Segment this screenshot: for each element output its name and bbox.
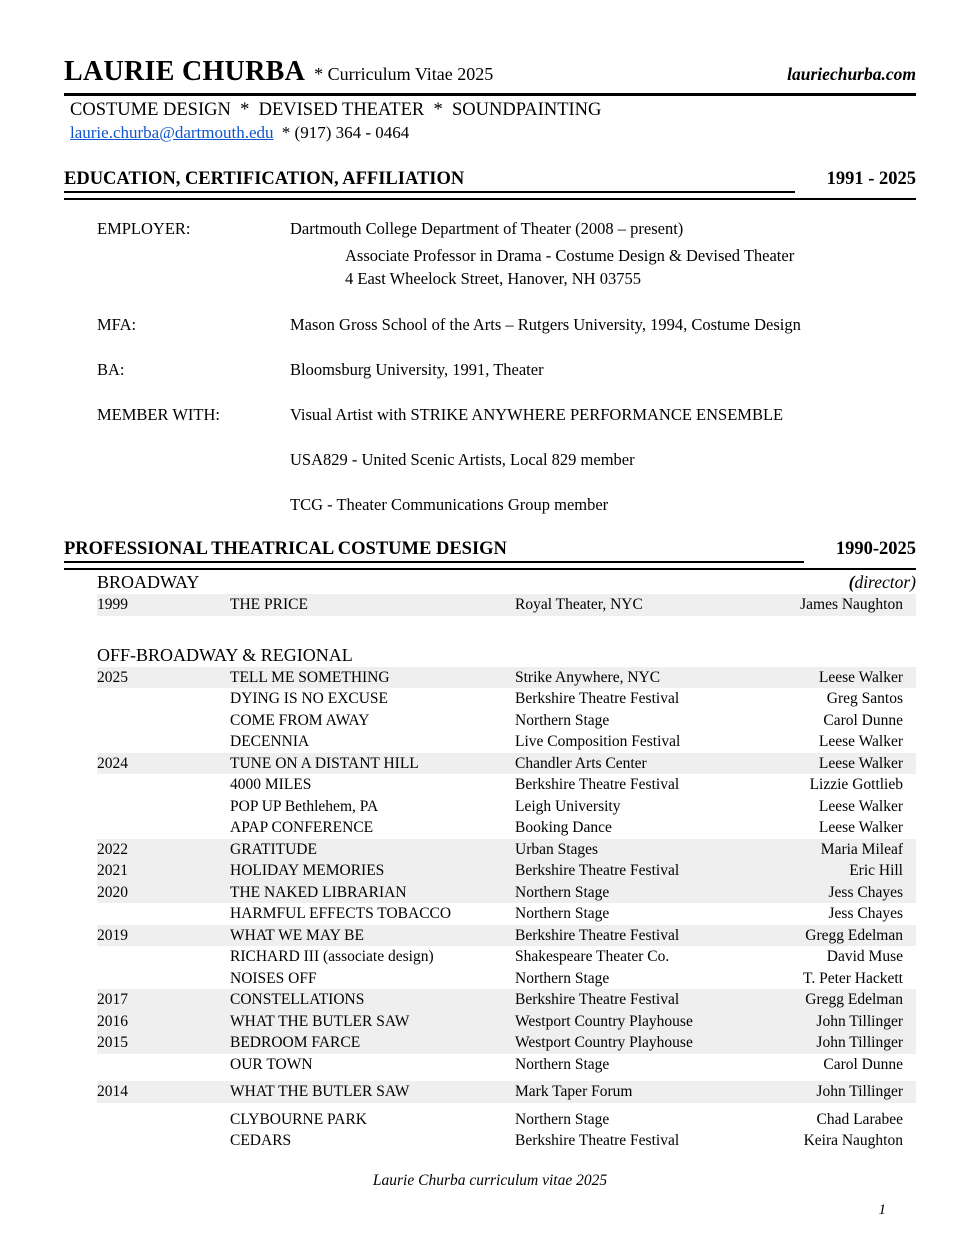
footer-text: Laurie Churba curriculum vitae 2025 bbox=[372, 1171, 608, 1189]
website-text: lauriechurba.com bbox=[787, 64, 916, 84]
table-row bbox=[97, 903, 916, 925]
education-entry bbox=[64, 218, 916, 240]
table-row bbox=[97, 1011, 916, 1033]
row-director: Lizzie Gottlieb bbox=[809, 776, 903, 793]
table-row bbox=[97, 731, 916, 753]
row-title: BEDROOM FARCE bbox=[230, 1034, 361, 1051]
subsection-heading-row bbox=[97, 644, 916, 667]
header-row bbox=[64, 56, 916, 96]
table-row bbox=[97, 710, 916, 732]
row-director: Carol Dunne bbox=[823, 711, 903, 729]
table-row bbox=[97, 968, 916, 990]
row-venue: Live Composition Festival bbox=[515, 733, 681, 750]
row-year: 2020 bbox=[97, 883, 128, 901]
row-year bbox=[97, 946, 230, 968]
education-entry-label: EMPLOYER: bbox=[97, 219, 191, 238]
education-entry-label: MEMBER WITH: bbox=[97, 405, 220, 424]
professional-heading: PROFESSIONAL THEATRICAL COSTUME DESIGN bbox=[64, 539, 804, 563]
row-venue: Berkshire Theatre Festival bbox=[515, 776, 680, 793]
row-year: 2022 bbox=[97, 840, 128, 858]
subsection-title: BROADWAY bbox=[97, 572, 200, 592]
education-years: 1991 - 2025 bbox=[826, 169, 916, 189]
row-title: THE NAKED LIBRARIAN bbox=[230, 883, 407, 901]
table-row bbox=[97, 688, 916, 710]
row-director: Carol Dunne bbox=[823, 1055, 903, 1073]
table-row bbox=[97, 1032, 916, 1054]
professional-heading-row bbox=[64, 539, 916, 570]
row-director: Jess Chayes bbox=[828, 883, 903, 901]
education-entry bbox=[64, 404, 916, 426]
row-venue: Mark Taper Forum bbox=[515, 1083, 633, 1100]
education-heading-row bbox=[64, 169, 916, 200]
row-title: WHAT THE BUTLER SAW bbox=[230, 1012, 410, 1030]
education-entry-value: Bloomsburg University, 1991, Theater bbox=[290, 360, 544, 379]
row-year bbox=[97, 1130, 230, 1152]
row-year: 2017 bbox=[97, 991, 128, 1008]
row-title: THE PRICE bbox=[230, 596, 308, 613]
education-entry-value: TCG - Theater Communications Group member bbox=[290, 495, 609, 514]
row-venue: Leigh University bbox=[515, 797, 621, 815]
row-year: 2016 bbox=[97, 1012, 128, 1030]
table-row bbox=[97, 882, 916, 904]
row-venue: Northern Stage bbox=[515, 1110, 610, 1128]
table-row bbox=[97, 817, 916, 839]
education-entry-value: Visual Artist with STRIKE ANYWHERE PERFORMANCE ENSEMBLE bbox=[290, 405, 784, 424]
row-director: Leese Walker bbox=[818, 797, 903, 815]
director-label-paren: ( bbox=[848, 572, 855, 592]
row-director: Chad Larabee bbox=[816, 1110, 903, 1128]
row-title: HARMFUL EFFECTS TOBACCO bbox=[230, 905, 452, 922]
row-year bbox=[97, 903, 230, 925]
row-year: 2021 bbox=[97, 862, 128, 879]
row-venue: Strike Anywhere, NYC bbox=[515, 668, 661, 686]
education-entries bbox=[64, 218, 916, 516]
row-director: Leese Walker bbox=[818, 733, 903, 750]
row-director: Leese Walker bbox=[818, 754, 903, 772]
phone-text: * (917) 364 - 0464 bbox=[281, 123, 410, 142]
row-title: APAP CONFERENCE bbox=[230, 819, 374, 836]
row-director: Leese Walker bbox=[818, 819, 903, 836]
row-year: 2019 bbox=[97, 926, 128, 944]
education-entry bbox=[64, 314, 916, 336]
row-director: Maria Mileaf bbox=[820, 840, 903, 858]
person-name: LAURIE CHURBA bbox=[64, 56, 306, 87]
row-venue: Northern Stage bbox=[515, 1055, 610, 1073]
row-title: OUR TOWN bbox=[230, 1055, 313, 1073]
cv-title-label: * Curriculum Vitae 2025 bbox=[314, 64, 494, 84]
row-venue: Royal Theater, NYC bbox=[515, 596, 643, 613]
table-row bbox=[97, 989, 916, 1011]
credits-subsection bbox=[97, 644, 916, 1152]
table-row bbox=[97, 860, 916, 882]
row-director: John Tillinger bbox=[816, 1012, 903, 1030]
row-director: Keira Naughton bbox=[803, 1132, 903, 1149]
row-year bbox=[97, 796, 230, 818]
table-row bbox=[97, 839, 916, 861]
education-entry-subline: 4 East Wheelock Street, Hanover, NH 03755 bbox=[345, 269, 641, 288]
row-title: CEDARS bbox=[230, 1132, 292, 1149]
table-row bbox=[97, 1054, 916, 1076]
table-row bbox=[97, 1130, 916, 1152]
row-year bbox=[97, 1054, 230, 1076]
table-row bbox=[97, 774, 916, 796]
row-director: Leese Walker bbox=[818, 668, 903, 686]
row-venue: Berkshire Theatre Festival bbox=[515, 862, 680, 879]
specialties-line: COSTUME DESIGN * DEVISED THEATER * SOUNDPAINTING bbox=[70, 100, 602, 120]
row-title: TUNE ON A DISTANT HILL bbox=[230, 754, 419, 772]
row-director: John Tillinger bbox=[816, 1083, 903, 1100]
row-year bbox=[97, 688, 230, 710]
row-title: WHAT THE BUTLER SAW bbox=[230, 1083, 410, 1100]
education-entry bbox=[64, 449, 916, 471]
row-year bbox=[97, 710, 230, 732]
row-director: John Tillinger bbox=[816, 1034, 903, 1051]
education-entry-value: Mason Gross School of the Arts – Rutgers University, 1994, Costume Design bbox=[290, 315, 801, 334]
table-row bbox=[97, 1081, 916, 1103]
subsection-heading-row bbox=[97, 571, 916, 594]
row-venue: Northern Stage bbox=[515, 711, 610, 729]
education-entry-subline: Associate Professor in Drama - Costume Design & Devised Theater bbox=[345, 246, 795, 265]
subsection-title: OFF-BROADWAY & REGIONAL bbox=[97, 644, 353, 665]
row-year bbox=[97, 774, 230, 796]
professional-section bbox=[64, 539, 916, 1152]
table-row bbox=[97, 796, 916, 818]
row-year bbox=[97, 1109, 230, 1131]
row-venue: Shakespeare Theater Co. bbox=[515, 948, 670, 965]
professional-years: 1990-2025 bbox=[835, 539, 916, 559]
education-entry bbox=[64, 359, 916, 381]
row-title: 4000 MILES bbox=[230, 776, 312, 793]
row-title: DYING IS NO EXCUSE bbox=[230, 690, 389, 707]
education-entry-value: Dartmouth College Department of Theater (2008 – present) bbox=[290, 219, 684, 238]
row-title: WHAT WE MAY BE bbox=[230, 926, 364, 944]
row-director: Gregg Edelman bbox=[805, 991, 903, 1008]
row-title: GRATITUDE bbox=[230, 840, 317, 858]
row-director: David Muse bbox=[826, 948, 903, 965]
row-year: 1999 bbox=[97, 596, 128, 613]
row-title: CLYBOURNE PARK bbox=[230, 1110, 367, 1128]
table-row bbox=[97, 594, 916, 616]
row-director: Jess Chayes bbox=[828, 905, 903, 922]
education-heading: EDUCATION, CERTIFICATION, AFFILIATION bbox=[64, 169, 795, 193]
row-year bbox=[97, 968, 230, 990]
row-year bbox=[97, 731, 230, 753]
row-title: POP UP Bethlehem, PA bbox=[230, 797, 379, 815]
education-entry-value: USA829 - United Scenic Artists, Local 829 member bbox=[290, 450, 635, 469]
row-venue: Chandler Arts Center bbox=[515, 754, 647, 772]
table-row bbox=[97, 1109, 916, 1131]
row-year: 2024 bbox=[97, 754, 128, 772]
row-venue: Northern Stage bbox=[515, 969, 610, 987]
row-venue: Northern Stage bbox=[515, 905, 610, 922]
row-venue: Urban Stages bbox=[515, 840, 599, 858]
email-link[interactable]: laurie.churba@dartmouth.edu bbox=[70, 123, 274, 142]
table-row bbox=[97, 753, 916, 775]
row-title: CONSTELLATIONS bbox=[230, 991, 365, 1008]
education-entry-label bbox=[97, 449, 290, 471]
page-number: 1 bbox=[878, 1201, 886, 1218]
row-director: Eric Hill bbox=[849, 862, 903, 879]
row-title: COME FROM AWAY bbox=[230, 711, 370, 729]
row-venue: Northern Stage bbox=[515, 883, 610, 901]
education-entry-label: MFA: bbox=[97, 315, 137, 334]
row-venue: Berkshire Theatre Festival bbox=[515, 1132, 680, 1149]
director-column-label: (director) bbox=[848, 572, 916, 592]
row-venue: Booking Dance bbox=[515, 819, 612, 836]
row-venue: Westport Country Playhouse bbox=[515, 1034, 693, 1051]
education-entry-label bbox=[97, 494, 290, 516]
row-year: 2014 bbox=[97, 1083, 128, 1100]
table-row bbox=[97, 925, 916, 947]
row-year: 2025 bbox=[97, 668, 128, 686]
credits-table bbox=[97, 571, 916, 1152]
education-section bbox=[64, 169, 916, 516]
education-entry bbox=[64, 494, 916, 516]
row-venue: Berkshire Theatre Festival bbox=[515, 991, 680, 1008]
contact-line bbox=[64, 123, 916, 143]
table-row bbox=[97, 667, 916, 689]
row-director: James Naughton bbox=[800, 596, 903, 613]
education-entry-label: BA: bbox=[97, 360, 125, 379]
row-title: RICHARD III (associate design) bbox=[230, 948, 434, 965]
row-director: T. Peter Hackett bbox=[803, 969, 903, 987]
row-venue: Berkshire Theatre Festival bbox=[515, 926, 680, 944]
row-director: Gregg Edelman bbox=[805, 926, 903, 944]
row-title: HOLIDAY MEMORIES bbox=[230, 862, 385, 879]
row-title: NOISES OFF bbox=[230, 969, 317, 987]
row-year: 2015 bbox=[97, 1034, 128, 1051]
row-venue: Berkshire Theatre Festival bbox=[515, 690, 680, 707]
row-year bbox=[97, 817, 230, 839]
table-row bbox=[97, 946, 916, 968]
row-venue: Westport Country Playhouse bbox=[515, 1012, 693, 1030]
row-director: Greg Santos bbox=[826, 690, 903, 707]
row-title: TELL ME SOMETHING bbox=[230, 668, 390, 686]
credits-subsection bbox=[97, 571, 916, 616]
row-title: DECENNIA bbox=[230, 733, 310, 750]
